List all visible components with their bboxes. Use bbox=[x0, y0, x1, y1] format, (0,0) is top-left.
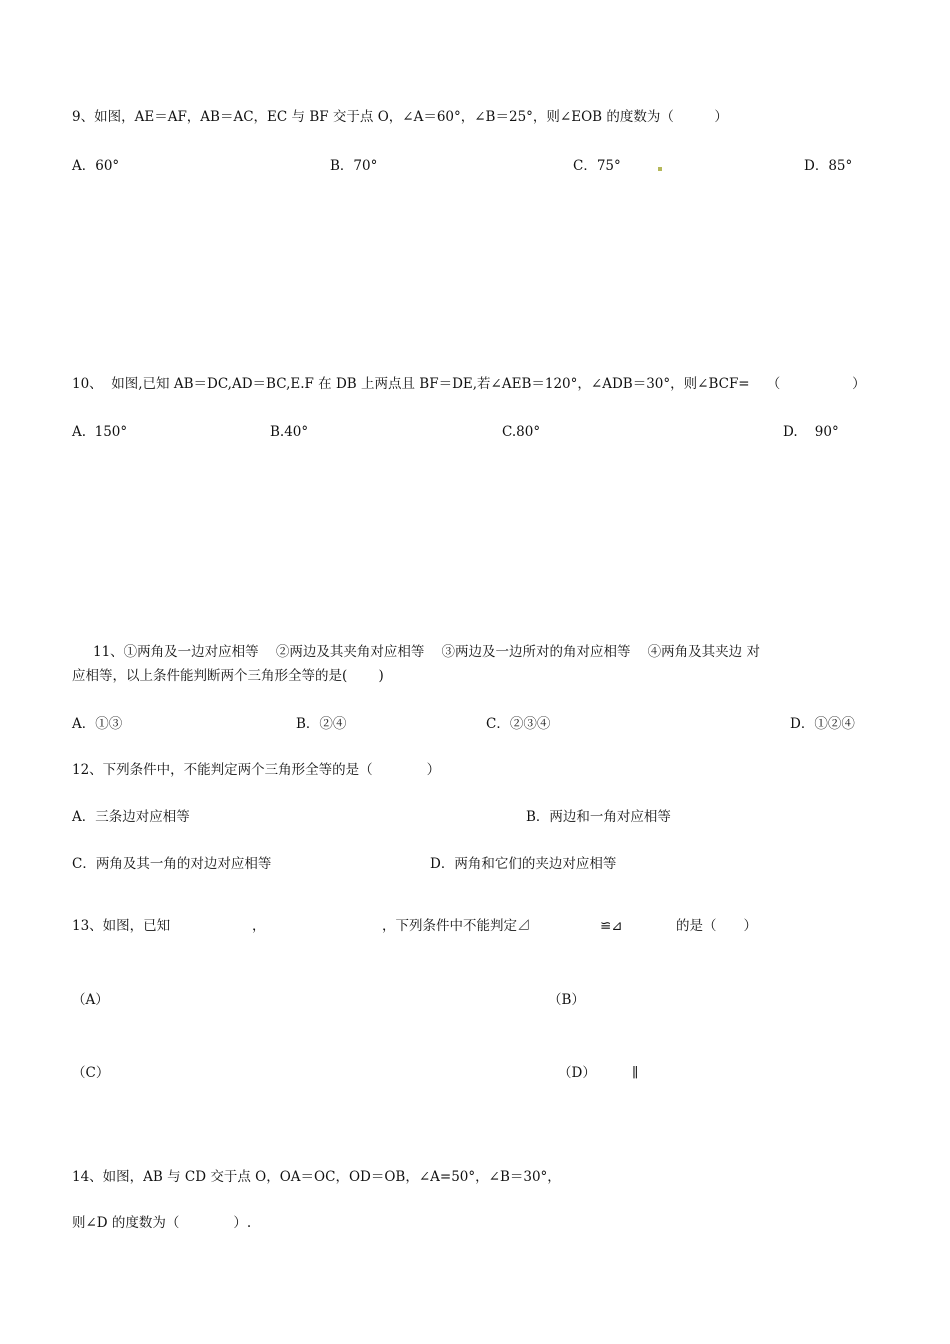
question-13-stem-part-3: ，下列条件中不能判定⊿ bbox=[382, 918, 531, 934]
q10-option-a: A. 150° bbox=[72, 424, 128, 440]
q10-option-c: C.80° bbox=[502, 424, 541, 440]
q13-option-c: （C） bbox=[72, 1065, 110, 1081]
q9-option-c: C．75° bbox=[573, 158, 621, 174]
question-10-stem: 10、 如图,已知 AB＝DC,AD＝BC,E.F 在 DB 上两点且 BF＝DE,若∠AEB＝120°，∠ADB＝30°，则∠BCF= （ ） bbox=[72, 376, 866, 392]
question-14-line-1: 14、如图，AB 与 CD 交于点 O，OA＝OC，OD＝OB，∠A=50°，∠B＝30°， bbox=[72, 1169, 561, 1185]
q12-option-b: B．两边和一角对应相等 bbox=[526, 809, 671, 825]
q10-option-d: D. 90° bbox=[783, 424, 839, 440]
q13-option-b: （B） bbox=[548, 992, 585, 1008]
question-13-stem-part-4: ≌⊿ bbox=[600, 918, 623, 934]
question-13-stem-part-2: ， bbox=[252, 918, 266, 934]
question-13-stem-part-1: 13、如图，已知 bbox=[72, 918, 171, 934]
question-14-line-2: 则∠D 的度数为（ ）. bbox=[72, 1215, 252, 1231]
q12-option-c: C．两角及其一角的对边对应相等 bbox=[72, 856, 272, 872]
q11-option-c: C．②③④ bbox=[486, 716, 551, 732]
q9-option-a: A．60° bbox=[72, 158, 120, 174]
q11-option-d: D．①②④ bbox=[790, 716, 855, 732]
q13-option-d-parallel-symbol: ∥ bbox=[632, 1065, 639, 1081]
stray-mark bbox=[658, 167, 662, 171]
question-13-stem-part-5: 的是（ ） bbox=[676, 918, 757, 934]
q12-option-a: A．三条边对应相等 bbox=[72, 809, 190, 825]
q9-option-d: D．85° bbox=[804, 158, 853, 174]
question-9-stem: 9、如图，AE＝AF，AB＝AC，EC 与 BF 交于点 O，∠A＝60°，∠B＝25°，则∠EOB 的度数为（ ） bbox=[72, 109, 728, 125]
q13-option-d: （D） bbox=[558, 1065, 596, 1081]
q11-option-b: B．②④ bbox=[296, 716, 347, 732]
q10-option-b: B.40° bbox=[270, 424, 309, 440]
q12-option-d: D．两角和它们的夹边对应相等 bbox=[430, 856, 617, 872]
q9-option-b: B．70° bbox=[330, 158, 378, 174]
question-11-line-1: 11、①两角及一边对应相等 ②两边及其夹角对应相等 ③两边及一边所对的角对应相等 ④两角及其夹边 对 bbox=[93, 644, 760, 660]
q11-option-a: A．①③ bbox=[72, 716, 123, 732]
question-11-line-2: 应相等，以上条件能判断两个三角形全等的是( ) bbox=[72, 668, 384, 684]
q13-option-a: （A） bbox=[72, 992, 109, 1008]
question-12-stem: 12、下列条件中，不能判定两个三角形全等的是（ ） bbox=[72, 762, 441, 778]
